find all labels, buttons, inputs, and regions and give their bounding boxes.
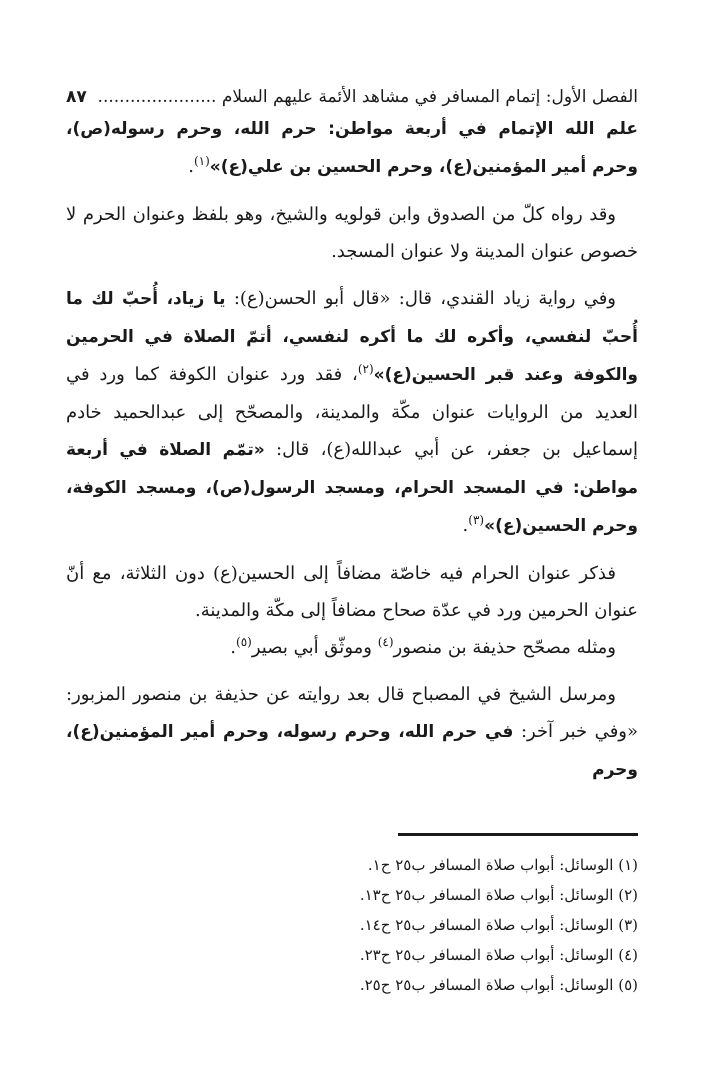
paragraph-4: فذكر عنوان الحرام فيه خاصّة مضافاً إلى الحسين(ع) دون الثلاثة، مع أنّ عنوان الحرمين ورد في عدّة صحاح مضافاً إلى مكّة والمدينة. <box>66 563 638 621</box>
footnotes <box>66 850 638 1000</box>
footnote-ref-4: (٤) <box>377 635 394 649</box>
footnote-2: (٢) الوسائل: أبواب صلاة المسافر ب٢٥ ح١٣. <box>359 886 638 904</box>
page-body <box>66 84 638 789</box>
hadith-text: «تمّم الصلاة في أربعة مواطن: في المسجد الحرام، ومسجد الرسول(ص)، ومسجد الكوفة، وحرم الحسين(ع)» <box>66 440 638 536</box>
footnote-ref-2: (٢) <box>357 362 374 376</box>
paragraph-2: وقد رواه كلّ من الصدوق وابن قولويه والشيخ، وهو بلفظ وعنوان الحرم لا خصوص عنوان المدينة ولا عنوان المسجد. <box>66 204 638 262</box>
footnote-5: (٥) الوسائل: أبواب صلاة المسافر ب٢٥ ح٢٥. <box>359 976 638 994</box>
leader-dots: ...................... <box>97 87 217 107</box>
paragraph-5: ومثله مصحّح حذيفة بن منصور$^{(٤)}$ وموثّق أبي بصير$^{(٥)}$. <box>230 635 616 658</box>
footnote-3: (٣) الوسائل: أبواب صلاة المسافر ب٢٥ ح١٤. <box>359 916 638 934</box>
paragraph-6: ومرسل الشيخ في المصباح قال بعد روايته عن حذيفة بن منصور المزبور: «وفي خبر آخر: في حرم الله، وحرم رسوله، وحرم أمير المؤمنين(ع)، وحرم <box>66 684 638 780</box>
hadith-text: يا زياد، أُحبّ لك ما أُحبّ لنفسي، وأكره لك ما أكره لنفسي، أتمّ الصلاة في الحرمين والكوفة وعند قبر الحسين(ع)» <box>66 289 638 385</box>
footnote-ref-5: (٥) <box>236 635 252 649</box>
paragraph-3: وفي رواية زياد القندي، قال: «قال أبو الحسن(ع): يا زياد، أُحبّ لك ما أُحبّ لنفسي، وأكره لك ما أكره لنفسي، أتمّ الصلاة في الحرمين والكوفة وعند قبر الحسين(ع)»$^{(٢)}$، فقد ورد عنوان الكوفة كما ورد في العديد من الروايات عنوان مكّة والمدينة، والمصحّح إلى عبدالحميد خادم إسماعيل بن جعفر، عن أبي عبدالله(ع)، قال: «تمّم الصلاة في أربعة مواطن: في المسجد الحرام، ومسجد الرسول(ص)، ومسجد الكوفة، وحرم الحسين(ع)»$^{(٣)}$. <box>66 288 638 536</box>
footnote-ref-3: (٣) <box>468 513 485 527</box>
hadith-text: علم الله الإتمام في أربعة مواطن: حرم الله، وحرم رسوله(ص)، وحرم أمير المؤمنين(ع)، وحرم الحسين بن علي(ع)» <box>66 119 638 177</box>
running-header <box>66 84 638 110</box>
footnote-4: (٤) الوسائل: أبواب صلاة المسافر ب٢٥ ح٢٣. <box>359 946 638 964</box>
paragraph-1: علم الله الإتمام في أربعة مواطن: حرم الله، وحرم رسوله(ص)، وحرم أمير المؤمنين(ع)، وحرم الحسين بن علي(ع)»$^{(١)}$. <box>66 119 638 177</box>
chapter-title: الفصل الأول: إتمام المسافر في مشاهد الأئمة عليهم السلام <box>221 87 638 107</box>
page-number: ٨٧ <box>66 87 87 107</box>
hadith-text: في حرم الله، وحرم رسوله، وحرم أمير المؤمنين(ع)، وحرم <box>66 722 638 780</box>
footnote-ref-1: (١) <box>193 154 210 168</box>
footnote-1: (١) الوسائل: أبواب صلاة المسافر ب٢٥ ح١. <box>367 856 638 874</box>
footnote-divider <box>398 833 638 836</box>
